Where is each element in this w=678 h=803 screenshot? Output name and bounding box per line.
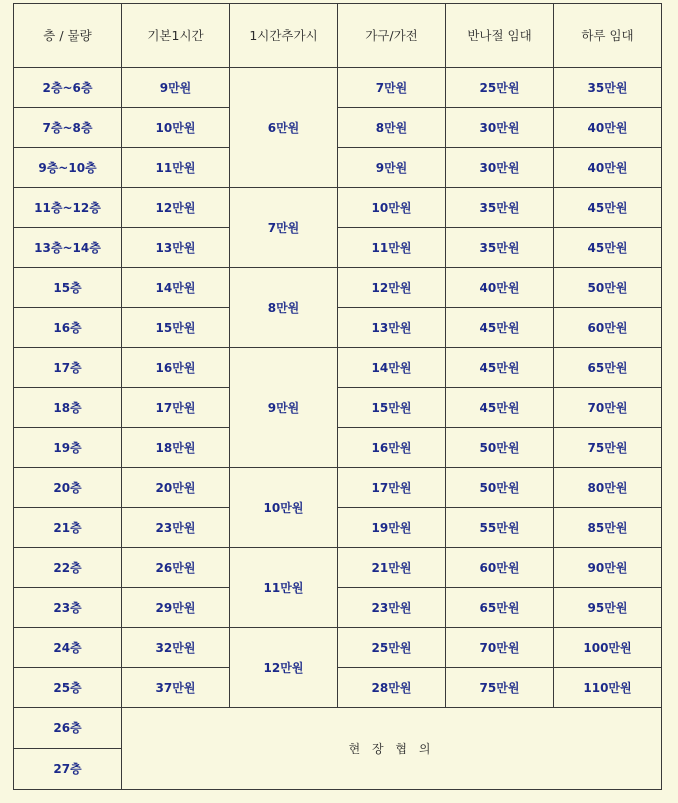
full-day-cell: 85만원	[554, 508, 662, 548]
table-row	[14, 148, 662, 188]
furniture-cell: 11만원	[338, 228, 446, 268]
header-half-day: 반나절 임대	[446, 4, 554, 68]
furniture-cell: 13만원	[338, 308, 446, 348]
floor-cell: 17층	[14, 348, 122, 388]
full-day-cell: 75만원	[554, 428, 662, 468]
base-price-cell: 16만원	[122, 348, 230, 388]
floor-cell: 18층	[14, 388, 122, 428]
half-day-cell: 65만원	[446, 588, 554, 628]
base-price-cell: 10만원	[122, 108, 230, 148]
half-day-cell: 35만원	[446, 228, 554, 268]
furniture-cell: 28만원	[338, 668, 446, 708]
half-day-cell: 50만원	[446, 468, 554, 508]
full-day-cell: 45만원	[554, 188, 662, 228]
table-row	[14, 348, 662, 388]
floor-cell: 23층	[14, 588, 122, 628]
table-row	[14, 548, 662, 588]
table-row	[14, 708, 662, 749]
full-day-cell: 40만원	[554, 148, 662, 188]
half-day-cell: 30만원	[446, 108, 554, 148]
furniture-cell: 12만원	[338, 268, 446, 308]
furniture-cell: 25만원	[338, 628, 446, 668]
base-price-cell: 15만원	[122, 308, 230, 348]
half-day-cell: 60만원	[446, 548, 554, 588]
base-price-cell: 9만원	[122, 68, 230, 108]
furniture-cell: 16만원	[338, 428, 446, 468]
half-day-cell: 55만원	[446, 508, 554, 548]
floor-cell: 21층	[14, 508, 122, 548]
extra-hour-cell: 7만원	[230, 188, 338, 268]
table-row	[14, 268, 662, 308]
price-table	[13, 3, 662, 790]
header-floor: 층 / 물량	[14, 4, 122, 68]
half-day-cell: 70만원	[446, 628, 554, 668]
floor-cell: 22층	[14, 548, 122, 588]
header-extra-hour: 1시간추가시	[230, 4, 338, 68]
furniture-cell: 10만원	[338, 188, 446, 228]
table-row	[14, 68, 662, 108]
furniture-cell: 17만원	[338, 468, 446, 508]
base-price-cell: 26만원	[122, 548, 230, 588]
base-price-cell: 32만원	[122, 628, 230, 668]
full-day-cell: 95만원	[554, 588, 662, 628]
table-row	[14, 108, 662, 148]
table-row	[14, 228, 662, 268]
half-day-cell: 25만원	[446, 68, 554, 108]
table-row	[14, 588, 662, 628]
full-day-cell: 110만원	[554, 668, 662, 708]
header-row	[14, 4, 662, 68]
base-price-cell: 37만원	[122, 668, 230, 708]
floor-cell: 16층	[14, 308, 122, 348]
floor-cell: 26층	[14, 708, 122, 749]
full-day-cell: 70만원	[554, 388, 662, 428]
half-day-cell: 35만원	[446, 188, 554, 228]
furniture-cell: 23만원	[338, 588, 446, 628]
floor-cell: 25층	[14, 668, 122, 708]
extra-hour-cell: 6만원	[230, 68, 338, 188]
header-furniture: 가구/가전	[338, 4, 446, 68]
table-row	[14, 428, 662, 468]
full-day-cell: 35만원	[554, 68, 662, 108]
consult-on-site-cell: 현 장 협 의	[122, 708, 662, 790]
extra-hour-cell: 8만원	[230, 268, 338, 348]
furniture-cell: 7만원	[338, 68, 446, 108]
full-day-cell: 60만원	[554, 308, 662, 348]
floor-cell: 13층~14층	[14, 228, 122, 268]
full-day-cell: 100만원	[554, 628, 662, 668]
header-base-hour: 기본1시간	[122, 4, 230, 68]
base-price-cell: 14만원	[122, 268, 230, 308]
base-price-cell: 12만원	[122, 188, 230, 228]
floor-cell: 7층~8층	[14, 108, 122, 148]
half-day-cell: 75만원	[446, 668, 554, 708]
full-day-cell: 45만원	[554, 228, 662, 268]
floor-cell: 27층	[14, 749, 122, 790]
floor-cell: 15층	[14, 268, 122, 308]
half-day-cell: 45만원	[446, 308, 554, 348]
table-row	[14, 388, 662, 428]
table-row	[14, 668, 662, 708]
full-day-cell: 80만원	[554, 468, 662, 508]
table-row	[14, 188, 662, 228]
furniture-cell: 15만원	[338, 388, 446, 428]
floor-cell: 2층~6층	[14, 68, 122, 108]
half-day-cell: 30만원	[446, 148, 554, 188]
full-day-cell: 65만원	[554, 348, 662, 388]
extra-hour-cell: 9만원	[230, 348, 338, 468]
base-price-cell: 11만원	[122, 148, 230, 188]
full-day-cell: 40만원	[554, 108, 662, 148]
table-row	[14, 508, 662, 548]
floor-cell: 19층	[14, 428, 122, 468]
floor-cell: 11층~12층	[14, 188, 122, 228]
extra-hour-cell: 11만원	[230, 548, 338, 628]
half-day-cell: 45만원	[446, 388, 554, 428]
header-full-day: 하루 임대	[554, 4, 662, 68]
floor-cell: 24층	[14, 628, 122, 668]
base-price-cell: 13만원	[122, 228, 230, 268]
furniture-cell: 19만원	[338, 508, 446, 548]
base-price-cell: 23만원	[122, 508, 230, 548]
full-day-cell: 90만원	[554, 548, 662, 588]
base-price-cell: 29만원	[122, 588, 230, 628]
extra-hour-cell: 10만원	[230, 468, 338, 548]
half-day-cell: 45만원	[446, 348, 554, 388]
furniture-cell: 8만원	[338, 108, 446, 148]
half-day-cell: 50만원	[446, 428, 554, 468]
full-day-cell: 50만원	[554, 268, 662, 308]
table-row	[14, 308, 662, 348]
floor-cell: 9층~10층	[14, 148, 122, 188]
base-price-cell: 18만원	[122, 428, 230, 468]
furniture-cell: 21만원	[338, 548, 446, 588]
table-row	[14, 628, 662, 668]
furniture-cell: 9만원	[338, 148, 446, 188]
base-price-cell: 20만원	[122, 468, 230, 508]
floor-cell: 20층	[14, 468, 122, 508]
half-day-cell: 40만원	[446, 268, 554, 308]
extra-hour-cell: 12만원	[230, 628, 338, 708]
furniture-cell: 14만원	[338, 348, 446, 388]
base-price-cell: 17만원	[122, 388, 230, 428]
table-row	[14, 468, 662, 508]
